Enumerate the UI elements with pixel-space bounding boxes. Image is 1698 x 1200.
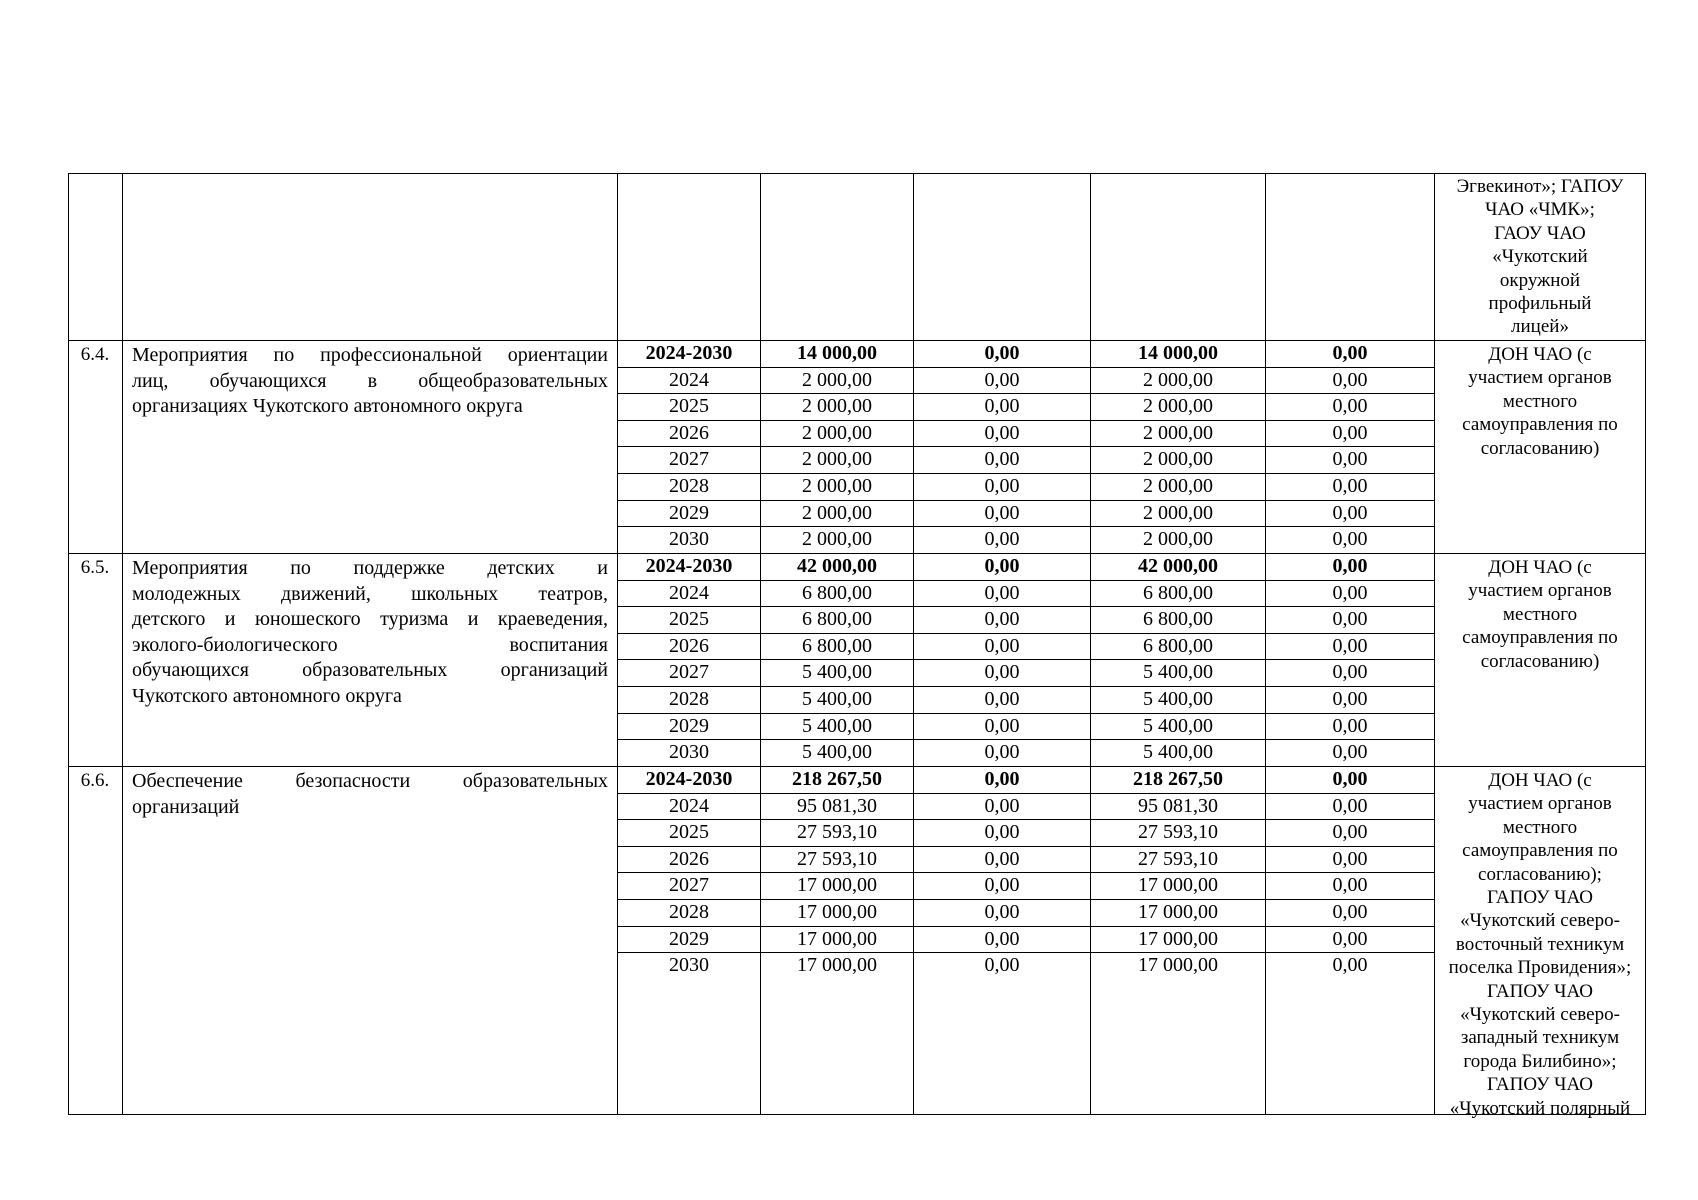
- fund3-cell: 0,00: [1332, 608, 1368, 631]
- total-cell: 95 081,30: [797, 794, 877, 817]
- fund2-cell: 6 800,00: [1143, 634, 1213, 657]
- responsible-line: лицей»: [1511, 316, 1569, 338]
- subrow-rule: [617, 659, 1434, 660]
- year-cell: 2030: [669, 528, 709, 551]
- year-cell: 2024-2030: [645, 342, 733, 364]
- year-cell: 2028: [669, 688, 709, 710]
- fund1-cell: 0,00: [984, 768, 1020, 790]
- responsible-line: города Билибино»;: [1463, 1050, 1617, 1072]
- fund3-cell: 0,00: [1332, 555, 1368, 577]
- year-cell: 2029: [669, 927, 709, 950]
- responsible-line: местного: [1502, 390, 1578, 412]
- responsible-line: участием органов: [1468, 793, 1612, 815]
- fund3-cell: 0,00: [1332, 847, 1368, 870]
- total-cell: 2 000,00: [802, 448, 872, 471]
- fund1-cell: 0,00: [984, 634, 1020, 657]
- table-bottom-rule: [68, 1114, 1646, 1115]
- year-cell: 2026: [669, 634, 709, 657]
- fund1-cell: 0,00: [984, 901, 1020, 923]
- fund3-cell: 0,00: [1332, 821, 1368, 844]
- responsible-line: поселка Провидения»;: [1448, 957, 1632, 979]
- total-cell: 2 000,00: [802, 501, 872, 524]
- fund2-cell: 2 000,00: [1143, 395, 1213, 418]
- total-cell: 17 000,00: [797, 901, 877, 923]
- total-cell: 5 400,00: [802, 661, 872, 684]
- responsible-line: ГАПОУ ЧАО: [1486, 1074, 1594, 1096]
- fund3-cell: 0,00: [1332, 475, 1368, 497]
- subrow-rule: [617, 393, 1434, 394]
- fund3-cell: 0,00: [1332, 954, 1368, 977]
- item-title-line: организаций: [132, 795, 240, 818]
- subrow-rule: [617, 872, 1434, 873]
- fund3-cell: 0,00: [1332, 901, 1368, 923]
- subrow-rule: [617, 473, 1434, 474]
- fund2-cell: 2 000,00: [1143, 421, 1213, 444]
- total-cell: 27 593,10: [797, 847, 877, 870]
- subrow-rule: [617, 606, 1434, 607]
- fund1-cell: 0,00: [984, 528, 1020, 551]
- fund3-cell: 0,00: [1332, 874, 1368, 897]
- responsible-line: «Чукотский: [1492, 246, 1588, 268]
- responsible-line: ДОН ЧАО (с: [1488, 770, 1592, 791]
- responsible-line: согласованию): [1480, 437, 1600, 459]
- year-cell: 2028: [669, 901, 709, 923]
- responsible-line: «Чукотский северо-: [1460, 910, 1620, 932]
- fund1-cell: 0,00: [984, 475, 1020, 497]
- total-cell: 5 400,00: [802, 688, 872, 710]
- responsible-line: «Чукотский северо-: [1460, 1004, 1620, 1026]
- responsible-line: местного: [1502, 603, 1578, 625]
- item-title-line: организациях Чукотского автономного округа: [132, 395, 523, 417]
- fund1-cell: 0,00: [984, 821, 1020, 844]
- total-cell: 17 000,00: [797, 954, 877, 977]
- fund2-cell: 14 000,00: [1138, 342, 1218, 364]
- fund3-cell: 0,00: [1332, 528, 1368, 551]
- fund3-cell: 0,00: [1332, 501, 1368, 524]
- fund3-cell: 0,00: [1332, 714, 1368, 737]
- fund2-cell: 17 000,00: [1138, 927, 1218, 950]
- fund3-cell: 0,00: [1332, 634, 1368, 657]
- year-cell: 2029: [669, 714, 709, 737]
- responsible-line: самоуправления по: [1462, 414, 1618, 436]
- subrow-rule: [617, 367, 1434, 368]
- responsible-line: «Чукотский полярный: [1449, 1097, 1631, 1119]
- subrow-rule: [617, 686, 1434, 687]
- responsible-line: согласованию);: [1478, 863, 1602, 885]
- item-title-line: Чукотского автономного округа: [132, 684, 402, 707]
- fund1-cell: 0,00: [984, 741, 1020, 764]
- item-title-line: обучающихся образовательных организаций: [132, 659, 608, 681]
- responsible-line: самоуправления по: [1462, 840, 1618, 862]
- item-title-line: лиц, обучающихся в общеобразовательных: [132, 369, 608, 392]
- subrow-rule: [617, 926, 1434, 927]
- fund2-cell: 2 000,00: [1143, 475, 1213, 497]
- year-cell: 2027: [669, 874, 709, 897]
- fund2-cell: 5 400,00: [1143, 741, 1213, 764]
- subrow-rule: [617, 526, 1434, 527]
- year-cell: 2025: [669, 821, 709, 844]
- fund1-cell: 0,00: [984, 794, 1020, 817]
- fund1-cell: 0,00: [984, 555, 1020, 577]
- year-cell: 2030: [669, 954, 709, 977]
- fund3-cell: 0,00: [1332, 448, 1368, 471]
- fund1-cell: 0,00: [984, 714, 1020, 737]
- year-cell: 2027: [669, 661, 709, 684]
- fund1-cell: 0,00: [984, 847, 1020, 870]
- fund2-cell: 27 593,10: [1138, 821, 1218, 844]
- responsible-executor: [1435, 343, 1645, 460]
- responsible-line: ЧАО «ЧМК»;: [1485, 199, 1595, 221]
- fund2-cell: 42 000,00: [1138, 555, 1218, 577]
- fund3-cell: 0,00: [1332, 581, 1368, 604]
- total-cell: 27 593,10: [797, 821, 877, 844]
- total-cell: 5 400,00: [802, 714, 872, 737]
- total-cell: 2 000,00: [802, 475, 872, 497]
- total-cell: 5 400,00: [802, 741, 872, 764]
- fund2-cell: 17 000,00: [1138, 901, 1218, 923]
- fund1-cell: 0,00: [984, 395, 1020, 418]
- year-cell: 2024: [669, 794, 709, 817]
- total-cell: 6 800,00: [802, 581, 872, 604]
- responsible-executor: [1435, 175, 1645, 339]
- responsible-line: ГАПОУ ЧАО: [1486, 980, 1594, 1002]
- fund3-cell: 0,00: [1332, 395, 1368, 418]
- responsible-line: ДОН ЧАО (с: [1488, 557, 1592, 578]
- year-cell: 2024: [669, 368, 709, 391]
- total-cell: 6 800,00: [802, 634, 872, 657]
- fund2-cell: 2 000,00: [1143, 528, 1213, 551]
- fund3-cell: 0,00: [1332, 741, 1368, 764]
- fund2-cell: 6 800,00: [1143, 581, 1213, 604]
- fund1-cell: 0,00: [984, 661, 1020, 684]
- responsible-line: участием органов: [1468, 580, 1612, 602]
- fund1-cell: 0,00: [984, 421, 1020, 444]
- fund3-cell: 0,00: [1332, 688, 1368, 710]
- fund3-cell: 0,00: [1332, 794, 1368, 817]
- year-cell: 2025: [669, 395, 709, 418]
- subrow-rule: [617, 500, 1434, 501]
- column-rule: [68, 173, 69, 1114]
- subrow-rule: [617, 793, 1434, 794]
- fund2-cell: 6 800,00: [1143, 608, 1213, 631]
- item-number: 6.6.: [80, 770, 110, 791]
- fund1-cell: 0,00: [984, 368, 1020, 391]
- year-cell: 2026: [669, 421, 709, 444]
- responsible-executor: [1435, 556, 1645, 673]
- fund2-cell: 5 400,00: [1143, 688, 1213, 710]
- subrow-rule: [617, 633, 1434, 634]
- total-cell: 14 000,00: [797, 342, 877, 364]
- responsible-line: Эгвекинот»; ГАПОУ: [1456, 176, 1624, 197]
- year-cell: 2024-2030: [645, 555, 733, 577]
- fund3-cell: 0,00: [1332, 368, 1368, 391]
- item-title: [132, 556, 608, 709]
- fund2-cell: 2 000,00: [1143, 448, 1213, 471]
- subrow-rule: [617, 446, 1434, 447]
- total-cell: 218 267,50: [792, 768, 882, 790]
- fund1-cell: 0,00: [984, 501, 1020, 524]
- responsible-line: западный техникум: [1460, 1027, 1620, 1049]
- column-rule: [122, 173, 123, 1114]
- fund3-cell: 0,00: [1332, 768, 1368, 790]
- subrow-rule: [617, 899, 1434, 900]
- fund3-cell: 0,00: [1332, 342, 1368, 364]
- item-title-line: Мероприятия по профессиональной ориентации: [132, 344, 608, 366]
- item-title-line: молодежных движений, школьных театров,: [132, 582, 608, 605]
- fund2-cell: 2 000,00: [1143, 368, 1213, 391]
- year-cell: 2025: [669, 608, 709, 631]
- subrow-rule: [617, 739, 1434, 740]
- total-cell: 2 000,00: [802, 421, 872, 444]
- subrow-rule: [617, 713, 1434, 714]
- responsible-line: ГАПОУ ЧАО: [1486, 887, 1594, 909]
- year-cell: 2027: [669, 448, 709, 471]
- fund2-cell: 17 000,00: [1138, 954, 1218, 977]
- total-cell: 17 000,00: [797, 927, 877, 950]
- fund1-cell: 0,00: [984, 581, 1020, 604]
- year-cell: 2028: [669, 475, 709, 497]
- item-title: [132, 343, 608, 420]
- column-rule: [1645, 173, 1646, 1114]
- fund2-cell: 95 081,30: [1138, 794, 1218, 817]
- subrow-rule: [617, 846, 1434, 847]
- year-cell: 2029: [669, 501, 709, 524]
- fund2-cell: 27 593,10: [1138, 847, 1218, 870]
- fund2-cell: 5 400,00: [1143, 661, 1213, 684]
- subrow-rule: [617, 580, 1434, 581]
- fund1-cell: 0,00: [984, 874, 1020, 897]
- fund3-cell: 0,00: [1332, 421, 1368, 444]
- subrow-rule: [617, 952, 1434, 953]
- responsible-line: местного: [1502, 816, 1578, 838]
- responsible-line: восточный техникум: [1455, 933, 1625, 955]
- total-cell: 6 800,00: [802, 608, 872, 631]
- fund1-cell: 0,00: [984, 342, 1020, 364]
- total-cell: 2 000,00: [802, 528, 872, 551]
- total-cell: 2 000,00: [802, 368, 872, 391]
- fund2-cell: 17 000,00: [1138, 874, 1218, 897]
- item-number: 6.4.: [80, 344, 110, 365]
- fund1-cell: 0,00: [984, 448, 1020, 471]
- total-cell: 2 000,00: [802, 395, 872, 418]
- item-title-line: эколого-биологического воспитания: [132, 633, 608, 656]
- responsible-executor: [1435, 769, 1645, 1120]
- responsible-line: окружной: [1499, 269, 1581, 291]
- responsible-line: самоуправления по: [1462, 627, 1618, 649]
- responsible-line: участием органов: [1468, 367, 1612, 389]
- item-title-line: Мероприятия по поддержке детских и: [132, 557, 608, 579]
- year-cell: 2024-2030: [645, 768, 733, 790]
- fund1-cell: 0,00: [984, 688, 1020, 710]
- total-cell: 17 000,00: [797, 874, 877, 897]
- year-cell: 2024: [669, 581, 709, 604]
- item-title: [132, 769, 608, 820]
- responsible-line: ГАОУ ЧАО: [1494, 222, 1586, 244]
- subrow-rule: [617, 819, 1434, 820]
- responsible-line: профильный: [1488, 293, 1592, 315]
- fund2-cell: 5 400,00: [1143, 714, 1213, 737]
- fund3-cell: 0,00: [1332, 927, 1368, 950]
- item-title-line: детского и юношеского туризма и краеведения,: [132, 608, 608, 630]
- year-cell: 2030: [669, 741, 709, 764]
- fund1-cell: 0,00: [984, 927, 1020, 950]
- subrow-rule: [617, 420, 1434, 421]
- fund1-cell: 0,00: [984, 608, 1020, 631]
- item-number: 6.5.: [80, 557, 110, 578]
- responsible-line: ДОН ЧАО (с: [1488, 344, 1592, 365]
- responsible-line: согласованию): [1480, 650, 1600, 672]
- item-title-line: Обеспечение безопасности образовательных: [132, 770, 608, 792]
- total-cell: 42 000,00: [797, 555, 877, 577]
- fund2-cell: 2 000,00: [1143, 501, 1213, 524]
- year-cell: 2026: [669, 847, 709, 870]
- fund3-cell: 0,00: [1332, 661, 1368, 684]
- fund1-cell: 0,00: [984, 954, 1020, 977]
- fund2-cell: 218 267,50: [1133, 768, 1223, 790]
- table-top-rule: [68, 173, 1646, 174]
